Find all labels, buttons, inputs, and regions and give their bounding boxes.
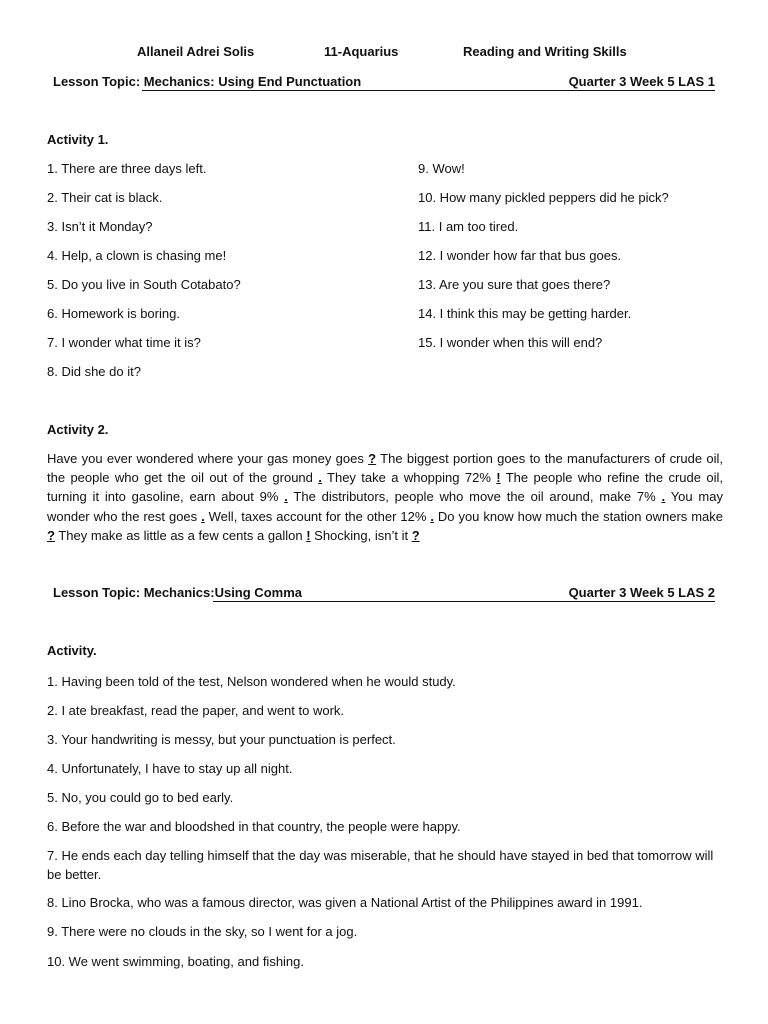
answer-punctuation-mark: . bbox=[284, 489, 288, 505]
sentence-item: 13. Are you sure that goes there? bbox=[418, 277, 611, 292]
comma-sentence-item: 10. We went swimming, boating, and fishing. bbox=[47, 954, 305, 969]
activity-1-title: Activity 1. bbox=[47, 132, 109, 147]
comma-sentence-item: 9. There were no clouds in the sky, so I went for a jog. bbox=[47, 924, 358, 939]
sentence-item: 3. Isn’t it Monday? bbox=[47, 219, 153, 234]
lesson-topic-label: Lesson Topic: Mechanics: bbox=[53, 585, 215, 600]
paragraph-text: The biggest portion goes to the manufacturers of crude oil, the people who get the oil out of the ground bbox=[47, 451, 723, 486]
sentence-item: 12. I wonder how far that bus goes. bbox=[418, 248, 622, 263]
paragraph-text: Shocking, isn’t it bbox=[310, 527, 412, 543]
activity-2-paragraph bbox=[47, 449, 723, 545]
sentence-item: 2. Their cat is black. bbox=[47, 190, 163, 205]
comma-sentence-item: 4. Unfortunately, I have to stay up all night. bbox=[47, 761, 293, 776]
answer-punctuation-mark: . bbox=[430, 508, 434, 524]
subject-name: Reading and Writing Skills bbox=[463, 44, 627, 59]
lesson-topic-title: Using Comma bbox=[214, 585, 302, 600]
paragraph-text: Well, taxes account for the other 12% bbox=[204, 508, 431, 524]
answer-punctuation-mark: . bbox=[661, 489, 666, 505]
sentence-item: 9. Wow! bbox=[418, 161, 465, 176]
student-name: Allaneil Adrei Solis bbox=[137, 44, 255, 59]
answer-punctuation-mark: ? bbox=[47, 527, 55, 543]
comma-sentence-item: 7. He ends each day telling himself that the day was miserable, that he should have stayed in bed that tomorrow will be better. bbox=[47, 848, 714, 882]
comma-sentence-item: 2. I ate breakfast, read the paper, and went to work. bbox=[47, 703, 345, 718]
answer-punctuation-mark: ! bbox=[496, 470, 501, 486]
paragraph-text: The distributors, people who move the oil around, make 7% bbox=[287, 489, 662, 505]
topic-underline bbox=[213, 601, 715, 602]
paragraph-text: You may wonder who the rest goes bbox=[47, 489, 723, 524]
sentence-item: 11. I am too tired. bbox=[418, 219, 519, 234]
comma-sentence-item: 1. Having been told of the test, Nelson wondered when he would study. bbox=[47, 674, 456, 689]
comma-sentence-item: 3. Your handwriting is messy, but your punctuation is perfect. bbox=[47, 732, 396, 747]
sentence-item: 1. There are three days left. bbox=[47, 161, 207, 176]
sentence-item: 14. I think this may be getting harder. bbox=[418, 306, 632, 321]
activity-2-title: Activity 2. bbox=[47, 422, 109, 437]
lesson-topic-title: Mechanics: Using End Punctuation bbox=[143, 74, 362, 89]
sentence-item: 4. Help, a clown is chasing me! bbox=[47, 248, 227, 263]
answer-punctuation-mark: ! bbox=[306, 527, 311, 543]
paragraph-text: They make as little as a few cents a gallon bbox=[54, 527, 307, 543]
lesson-topic-1 bbox=[53, 74, 361, 89]
answer-punctuation-mark: ? bbox=[411, 527, 420, 543]
paragraph-text: Do you know how much the station owners make bbox=[433, 508, 724, 524]
activity-3-title: Activity. bbox=[47, 643, 97, 658]
sentence-item: 10. How many pickled peppers did he pick? bbox=[418, 190, 669, 205]
sentence-item: 5. Do you live in South Cotabato? bbox=[47, 277, 241, 292]
paragraph-text: Have you ever wondered where your gas money goes bbox=[47, 451, 369, 466]
paragraph-text: They take a whopping 72% bbox=[321, 470, 497, 486]
answer-punctuation-mark: . bbox=[201, 508, 205, 524]
lesson-topic-row-1 bbox=[53, 74, 715, 92]
answer-punctuation-mark: . bbox=[318, 470, 322, 486]
lesson-topic-row-2 bbox=[53, 585, 715, 603]
lesson-code-2: Quarter 3 Week 5 LAS 2 bbox=[568, 585, 715, 600]
lesson-topic-2 bbox=[53, 585, 302, 600]
sentence-item: 15. I wonder when this will end? bbox=[418, 335, 603, 350]
sentence-item: 7. I wonder what time it is? bbox=[47, 335, 201, 350]
topic-underline bbox=[142, 90, 715, 91]
sentence-item: 6. Homework is boring. bbox=[47, 306, 180, 321]
comma-sentence-item: 8. Lino Brocka, who was a famous director, was given a National Artist of the Philippines award in 1991. bbox=[47, 895, 643, 910]
lesson-topic-label: Lesson Topic: bbox=[53, 74, 141, 89]
comma-sentence-item: 6. Before the war and bloodshed in that country, the people were happy. bbox=[47, 819, 461, 834]
answer-punctuation-mark: ? bbox=[368, 451, 377, 466]
sentence-item: 8. Did she do it? bbox=[47, 364, 141, 379]
student-section: 11-Aquarius bbox=[324, 44, 399, 59]
lesson-code-1: Quarter 3 Week 5 LAS 1 bbox=[568, 74, 715, 89]
paragraph-text: The people who refine the crude oil, turning it into gasoline, earn about 9% bbox=[47, 470, 723, 505]
comma-sentence-item: 5. No, you could go to bed early. bbox=[47, 790, 234, 805]
